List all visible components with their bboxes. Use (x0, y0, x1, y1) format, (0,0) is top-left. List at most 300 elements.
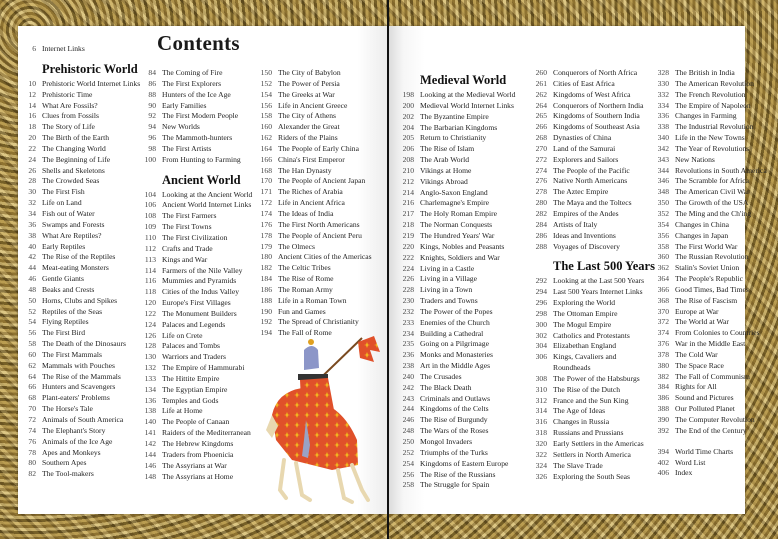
page-title: Contents (157, 31, 240, 55)
toc-entry[interactable] (140, 133, 272, 144)
toc-entry[interactable] (22, 350, 152, 361)
page-number: 94 (148, 122, 156, 132)
toc-entry[interactable] (398, 350, 535, 361)
toc-entry[interactable] (22, 285, 152, 296)
page-number: 56 (28, 328, 36, 338)
toc-entry[interactable] (256, 209, 383, 220)
toc-entry[interactable] (531, 309, 655, 320)
toc-entry[interactable] (140, 144, 272, 155)
section-heading: The Last 500 Years (553, 259, 655, 274)
toc-entry[interactable] (22, 263, 152, 274)
toc-entry[interactable] (22, 44, 152, 55)
toc-entry[interactable] (531, 406, 655, 417)
page-number: 166 (260, 154, 272, 164)
entry-title: Dynasties of China (553, 133, 612, 143)
toc-entry[interactable] (140, 352, 272, 363)
toc-entry[interactable] (140, 230, 272, 244)
toc-entry[interactable] (398, 459, 535, 470)
toc-entry[interactable] (398, 329, 535, 340)
page-number: 235 (402, 339, 414, 349)
toc-entry[interactable] (140, 363, 272, 374)
toc-entry[interactable] (140, 341, 272, 352)
toc-entry[interactable] (398, 426, 535, 437)
toc-entry[interactable] (22, 166, 152, 177)
toc-entry[interactable] (256, 111, 383, 122)
toc-entry[interactable] (653, 122, 771, 133)
toc-entry[interactable] (140, 208, 272, 222)
toc-entry[interactable] (22, 404, 152, 415)
page-number: 236 (402, 350, 414, 360)
toc-entry[interactable] (653, 415, 771, 426)
page-number: 261 (535, 78, 547, 88)
page-number: 278 (535, 187, 547, 197)
toc-entry[interactable] (531, 287, 655, 298)
entry-title: Index (675, 468, 693, 478)
toc-entry[interactable] (531, 231, 655, 242)
page-number: 205 (402, 133, 414, 143)
page-number: 394 (657, 446, 669, 456)
toc-entry[interactable] (140, 472, 272, 483)
toc-entry[interactable] (531, 396, 655, 407)
entry-title: The Cold War (675, 349, 718, 359)
toc-entry[interactable] (22, 328, 152, 339)
toc-entry[interactable] (653, 242, 771, 253)
toc-entry[interactable] (22, 209, 152, 220)
toc-entry[interactable] (256, 68, 383, 79)
toc-entry[interactable] (531, 450, 655, 461)
entry-title: Criminals and Outlaws (420, 393, 491, 403)
toc-entry[interactable] (22, 90, 152, 101)
toc-entry[interactable] (398, 448, 535, 459)
toc-entry[interactable] (531, 144, 655, 155)
toc-entry[interactable] (140, 155, 272, 166)
entry-title: The Rise of Islam (420, 144, 475, 154)
toc-entry[interactable] (653, 187, 771, 198)
toc-entry[interactable] (256, 242, 383, 253)
toc-entry[interactable] (22, 393, 152, 404)
toc-entry[interactable] (653, 361, 771, 372)
toc-entry[interactable] (653, 198, 771, 209)
toc-entry[interactable] (531, 220, 655, 231)
page-number: 217 (402, 209, 414, 219)
entry-title: Meat-eating Monsters (42, 263, 109, 273)
toc-entry[interactable] (531, 385, 655, 396)
toc-entry[interactable] (140, 385, 272, 396)
page-number: 250 (402, 437, 414, 446)
toc-entry[interactable] (398, 394, 535, 405)
entry-title: Temples and Gods (162, 395, 219, 405)
toc-entry[interactable] (653, 382, 771, 393)
entry-title: Knights, Soldiers and War (420, 252, 500, 262)
toc-entry[interactable] (22, 144, 152, 155)
page-number: 233 (402, 317, 414, 327)
toc-entry[interactable] (256, 122, 383, 133)
toc-entry[interactable] (22, 252, 152, 263)
page-number: 66 (28, 382, 36, 392)
toc-entry[interactable] (398, 112, 535, 123)
toc-entry[interactable] (22, 187, 152, 198)
toc-entry[interactable] (256, 155, 383, 166)
entry-title: Triumphs of the Turks (420, 447, 488, 457)
toc-entry[interactable] (140, 295, 272, 309)
toc-entry[interactable] (140, 320, 272, 331)
toc-entry[interactable] (653, 144, 771, 155)
entry-title: Catholics and Protestants (553, 330, 630, 340)
toc-entry[interactable] (22, 437, 152, 448)
toc-entry[interactable] (398, 209, 535, 220)
toc-entry[interactable] (398, 285, 535, 296)
toc-entry[interactable] (140, 406, 272, 417)
page-number: 186 (260, 284, 272, 294)
toc-entry[interactable] (531, 79, 655, 90)
toc-entry[interactable] (531, 331, 655, 342)
toc-entry[interactable] (22, 122, 152, 133)
toc-entry[interactable] (140, 200, 272, 211)
toc-entry[interactable] (531, 90, 655, 101)
toc-entry[interactable] (140, 374, 272, 385)
toc-entry[interactable] (256, 187, 383, 198)
toc-entry[interactable] (22, 426, 152, 437)
toc-entry[interactable] (653, 68, 771, 79)
page-number: 48 (28, 284, 36, 294)
entry-title: Ancient World Internet Links (162, 200, 252, 210)
entry-title: Settlers in North America (553, 449, 631, 459)
toc-entry[interactable] (653, 296, 771, 307)
toc-entry[interactable] (22, 307, 152, 318)
toc-entry[interactable] (22, 79, 152, 90)
toc-entry[interactable] (398, 383, 535, 394)
toc-entry[interactable] (22, 458, 152, 469)
toc-entry[interactable] (140, 417, 272, 428)
toc-entry[interactable] (398, 133, 535, 144)
toc-entry[interactable] (531, 133, 655, 144)
toc-entry[interactable] (653, 339, 771, 350)
toc-entry[interactable] (256, 166, 383, 177)
toc-entry[interactable] (140, 306, 272, 320)
page-number: 338 (657, 122, 669, 132)
toc-entry[interactable] (22, 133, 152, 144)
toc-entry[interactable] (398, 296, 535, 307)
toc-column-right-1 (398, 66, 535, 491)
toc-entry[interactable] (398, 415, 535, 426)
page-number: 192 (260, 317, 272, 327)
toc-entry[interactable] (140, 450, 272, 461)
toc-entry[interactable] (653, 231, 771, 242)
toc-column-left-2 (140, 68, 272, 482)
section-heading: Ancient World (162, 172, 241, 187)
page-number: 346 (657, 176, 669, 186)
toc-entry[interactable] (140, 266, 272, 277)
entry-title: The Maya and the Toltecs (553, 198, 632, 208)
page-number: 376 (657, 339, 669, 349)
page-number: 232 (402, 306, 414, 316)
toc-entry[interactable] (22, 382, 152, 393)
toc-entry[interactable] (22, 448, 152, 459)
page-number: 98 (148, 143, 156, 153)
toc-entry[interactable] (398, 220, 535, 231)
toc-entry[interactable] (531, 209, 655, 220)
toc-entry[interactable] (531, 242, 655, 253)
toc-entry[interactable] (256, 307, 383, 318)
entry-title: The Power of Persia (278, 78, 340, 88)
entry-title: The Egyptian Empire (162, 384, 228, 394)
toc-entry[interactable] (653, 90, 771, 101)
toc-entry[interactable] (22, 415, 152, 426)
entry-title: Kingdoms of Southern India (553, 111, 640, 121)
entry-title: The Rise of Rome (278, 274, 334, 284)
page-number: 136 (144, 395, 156, 405)
toc-entry[interactable] (140, 68, 272, 79)
entry-title: Fun and Games (278, 306, 326, 316)
toc-entry[interactable] (653, 307, 771, 318)
page-number: 282 (535, 208, 547, 218)
toc-entry[interactable] (398, 253, 535, 264)
toc-entry[interactable] (256, 317, 383, 328)
toc-entry[interactable] (653, 468, 771, 479)
toc-entry[interactable] (653, 274, 771, 285)
toc-entry[interactable] (653, 111, 771, 122)
toc-entry[interactable] (653, 252, 771, 263)
toc-entry[interactable] (653, 101, 771, 112)
toc-entry[interactable] (398, 188, 535, 199)
toc-entry[interactable] (22, 111, 152, 122)
toc-entry[interactable] (256, 220, 383, 231)
toc-entry[interactable] (398, 274, 535, 285)
toc-entry[interactable] (531, 111, 655, 122)
page-number: 38 (28, 230, 36, 240)
entry-title: Artists of Italy (553, 219, 598, 229)
toc-entry[interactable] (398, 177, 535, 188)
toc-entry[interactable] (140, 255, 272, 266)
toc-entry[interactable] (256, 263, 383, 274)
toc-entry[interactable] (653, 328, 771, 339)
toc-entry[interactable] (653, 350, 771, 361)
toc-entry[interactable] (653, 404, 771, 415)
toc-entry[interactable] (398, 372, 535, 383)
toc-entry[interactable] (256, 252, 383, 263)
toc-entry[interactable] (531, 198, 655, 209)
entry-title: Building a Cathedral (420, 328, 484, 338)
page-number: 262 (535, 89, 547, 99)
entry-title: Enemies of the Church (420, 317, 490, 327)
toc-entry[interactable] (256, 285, 383, 296)
page-number: 243 (402, 393, 414, 403)
entry-title: Kingdoms of Eastern Europe (420, 458, 509, 468)
toc-entry[interactable] (140, 284, 272, 298)
spacer (653, 437, 771, 447)
page-number: 92 (148, 111, 156, 121)
toc-entry[interactable] (140, 190, 272, 201)
toc-entry[interactable] (398, 166, 535, 177)
entry-title: France and the Sun King (553, 395, 629, 405)
toc-entry[interactable] (398, 361, 535, 372)
toc-entry[interactable] (531, 439, 655, 450)
toc-entry[interactable] (653, 133, 771, 144)
page-number: 180 (260, 252, 272, 262)
page-number: 260 (535, 68, 547, 77)
page-number: 286 (535, 230, 547, 240)
entry-title: Explorers and Sailors (553, 154, 619, 164)
toc-entry[interactable] (256, 176, 383, 187)
toc-entry[interactable] (398, 101, 535, 112)
entry-title: From Hunting to Farming (162, 154, 241, 164)
toc-entry[interactable] (531, 122, 655, 133)
toc-entry[interactable] (531, 341, 655, 352)
toc-entry[interactable] (22, 155, 152, 166)
toc-entry[interactable] (398, 144, 535, 155)
toc-entry[interactable] (531, 298, 655, 309)
toc-entry[interactable] (140, 219, 272, 233)
toc-entry[interactable] (22, 198, 152, 209)
toc-entry[interactable] (256, 296, 383, 307)
toc-entry[interactable] (653, 393, 771, 404)
toc-entry[interactable] (256, 101, 383, 112)
entry-title: Shells and Skeletons (42, 165, 105, 175)
toc-entry[interactable] (531, 276, 655, 287)
toc-entry[interactable] (22, 317, 152, 328)
toc-entry[interactable] (256, 144, 383, 155)
toc-entry[interactable] (140, 461, 272, 472)
entry-title: Cities of the Indus Valley (162, 287, 240, 297)
toc-entry[interactable] (653, 447, 771, 458)
page-number: 380 (657, 360, 669, 370)
toc-entry[interactable] (22, 296, 152, 307)
page-number: 36 (28, 219, 36, 229)
toc-entry[interactable] (531, 352, 655, 374)
toc-entry[interactable] (398, 90, 535, 101)
toc-entry[interactable] (653, 285, 771, 296)
toc-entry[interactable] (398, 231, 535, 242)
toc-entry[interactable] (256, 133, 383, 144)
toc-entry[interactable] (256, 79, 383, 90)
toc-entry[interactable] (531, 320, 655, 331)
toc-entry[interactable] (398, 264, 535, 275)
toc-entry[interactable] (256, 90, 383, 101)
toc-entry[interactable] (140, 101, 272, 112)
toc-entry[interactable] (653, 220, 771, 231)
toc-entry[interactable] (653, 372, 771, 383)
toc-entry[interactable] (531, 155, 655, 166)
toc-entry[interactable] (653, 79, 771, 90)
entry-title: Looking at the Medieval World (420, 90, 516, 99)
toc-entry[interactable] (140, 428, 272, 439)
toc-entry[interactable] (653, 317, 771, 328)
toc-entry[interactable] (531, 417, 655, 428)
page-number: 142 (144, 439, 156, 448)
toc-entry[interactable] (398, 437, 535, 448)
toc-entry[interactable] (140, 90, 272, 101)
toc-entry[interactable] (22, 361, 152, 372)
toc-entry[interactable] (22, 242, 152, 253)
page-number: 198 (402, 90, 414, 99)
entry-title: Vikings Abroad (420, 176, 468, 186)
page-number: 6 (32, 44, 36, 53)
toc-entry[interactable] (653, 209, 771, 220)
toc-entry[interactable] (398, 123, 535, 134)
entry-title: Sound and Pictures (675, 393, 734, 403)
entry-title: The Rise of the Russians (420, 469, 496, 479)
toc-entry[interactable] (398, 318, 535, 329)
page-number: 188 (260, 295, 272, 305)
toc-entry[interactable] (22, 231, 152, 242)
page-number: 343 (657, 154, 669, 164)
toc-entry[interactable] (531, 68, 655, 79)
page-number: 108 (144, 211, 156, 221)
toc-entry[interactable] (398, 307, 535, 318)
toc-entry[interactable] (140, 79, 272, 90)
page-number: 76 (28, 436, 36, 446)
toc-entry[interactable] (140, 276, 272, 287)
toc-entry[interactable] (256, 231, 383, 242)
toc-entry[interactable] (531, 166, 655, 177)
page-number: 54 (28, 317, 36, 327)
toc-entry[interactable] (531, 461, 655, 472)
toc-entry[interactable] (531, 472, 655, 483)
toc-entry[interactable] (531, 187, 655, 198)
toc-entry[interactable] (398, 198, 535, 209)
toc-entry[interactable] (22, 339, 152, 350)
toc-entry[interactable] (653, 458, 771, 469)
toc-entry[interactable] (653, 166, 771, 177)
toc-entry[interactable] (140, 396, 272, 407)
entry-title: Mummies and Pyramids (162, 276, 237, 286)
toc-entry[interactable] (140, 439, 272, 450)
page-number: 292 (535, 276, 547, 286)
toc-entry[interactable] (398, 339, 535, 350)
toc-entry[interactable] (653, 155, 771, 166)
toc-entry[interactable] (398, 242, 535, 253)
toc-entry[interactable] (531, 374, 655, 385)
toc-entry[interactable] (653, 426, 771, 437)
entry-title: The People of Ancient Peru (278, 230, 362, 240)
page-number: 190 (260, 306, 272, 316)
toc-entry[interactable] (140, 241, 272, 255)
toc-entry[interactable] (531, 428, 655, 439)
toc-entry[interactable] (398, 155, 535, 166)
toc-entry[interactable] (22, 176, 152, 187)
toc-entry[interactable] (531, 101, 655, 112)
toc-entry[interactable] (398, 480, 535, 491)
toc-entry[interactable] (256, 274, 383, 285)
toc-entry[interactable] (653, 176, 771, 187)
entry-title: The Crowded Seas (42, 176, 100, 186)
toc-entry[interactable] (140, 331, 272, 342)
page-number: 306 (535, 352, 547, 362)
toc-entry[interactable] (531, 176, 655, 187)
toc-entry[interactable] (22, 469, 152, 480)
toc-entry[interactable] (398, 404, 535, 415)
toc-entry[interactable] (22, 274, 152, 285)
page-number: 272 (535, 154, 547, 164)
toc-entry[interactable] (22, 372, 152, 383)
toc-entry[interactable] (140, 122, 272, 133)
page-number: 202 (402, 111, 414, 121)
toc-entry[interactable] (398, 470, 535, 481)
page-number: 178 (260, 230, 272, 240)
entry-title: Kingdoms of the Celts (420, 404, 489, 414)
entry-title: Apes and Monkeys (42, 447, 101, 457)
toc-entry[interactable] (653, 263, 771, 274)
toc-entry[interactable] (256, 198, 383, 209)
page-number: 24 (28, 154, 36, 164)
knight-illustration (262, 330, 382, 508)
toc-entry[interactable] (22, 220, 152, 231)
toc-entry[interactable] (22, 101, 152, 112)
entry-title: The Empire of Hammurabi (162, 363, 245, 373)
toc-entry[interactable] (140, 111, 272, 122)
page-number: 104 (144, 189, 156, 199)
page-number: 34 (28, 208, 36, 218)
